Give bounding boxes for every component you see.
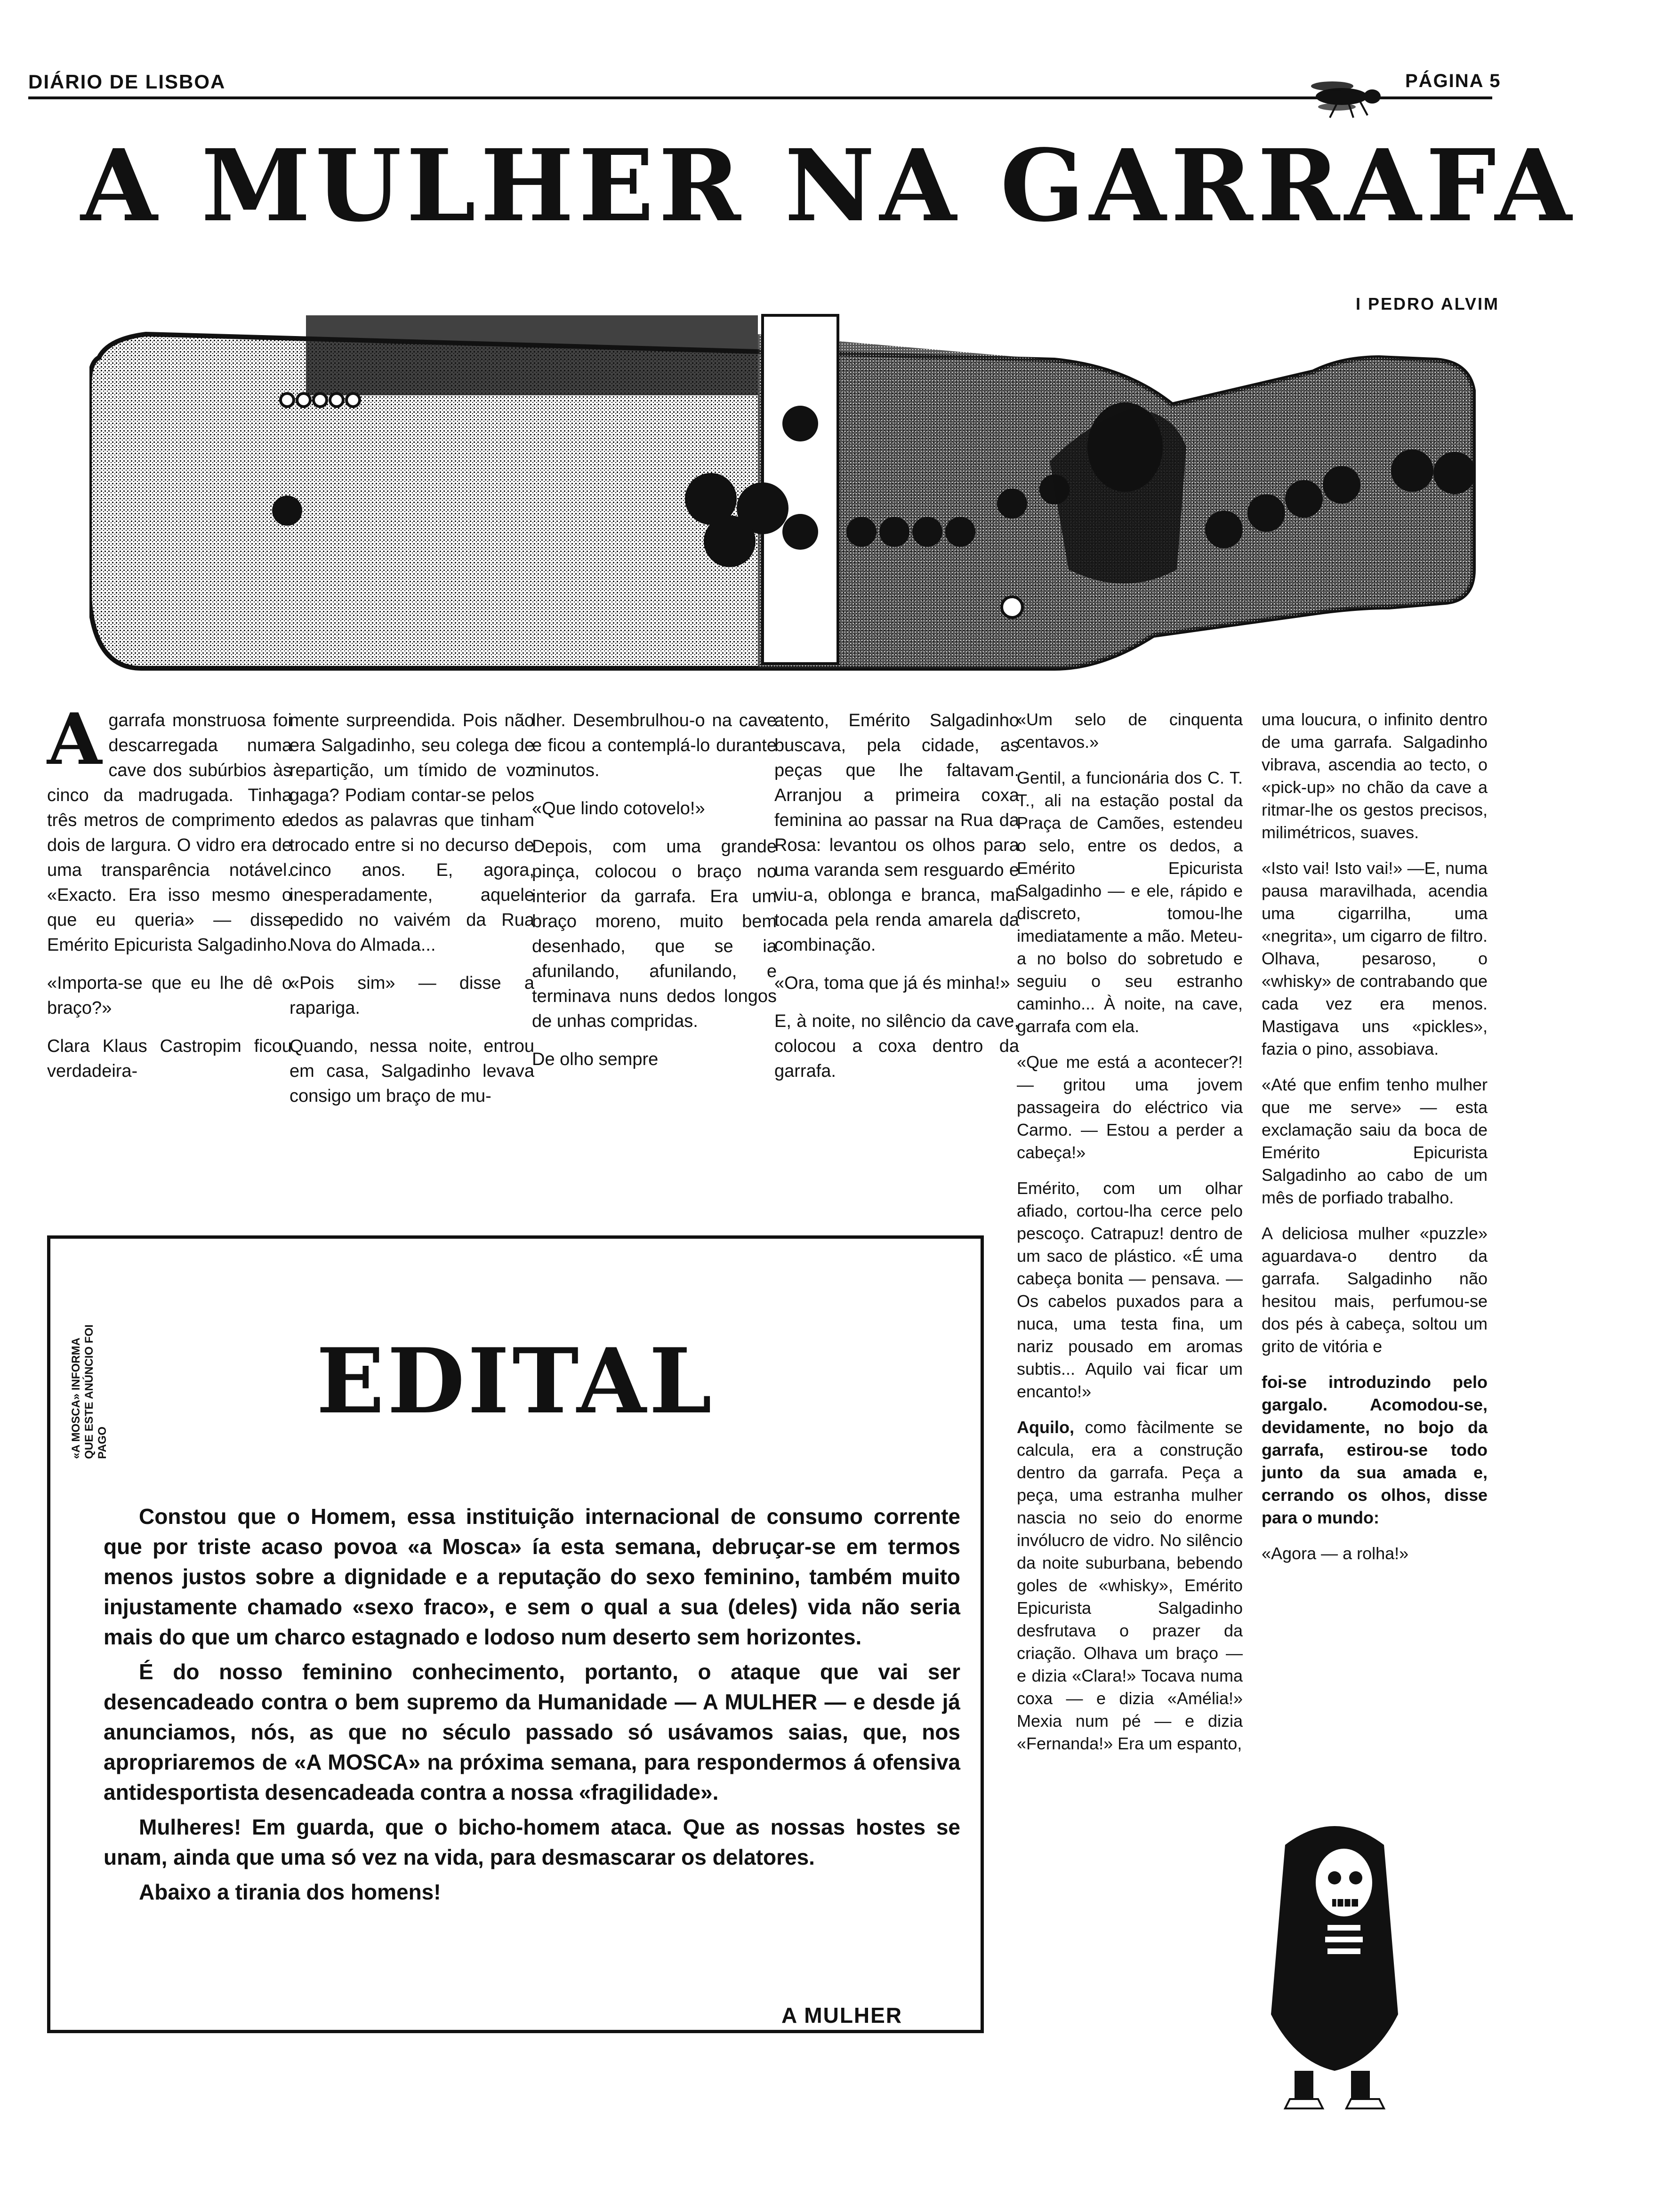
paragraph: lher. Desembrulhou-o na cave e ficou a contemplá-lo durante minutos.: [532, 711, 777, 780]
paragraph-lead: Aquilo,: [1017, 1418, 1074, 1437]
bottle-illustration: [89, 306, 1483, 673]
newspaper-name: DIÁRIO DE LISBOA: [28, 71, 226, 93]
paragraph: Depois, com uma grande pinça, colocou o braço no interior da garrafa. Era um braço moreno, muito bem desenhado, que se ia afunilando, afunilando, e terminava nuns dedos longos de unhas compridas.: [532, 837, 777, 1031]
paragraph: Constou que o Homem, essa instituição internacional de consumo corrente que por triste acaso povoa «a Mosca» ía esta semana, debruçar-se em termos menos justos sobre a dignidade e a reputação do sexo feminino, também muito injustamente chamado «sexo fraco», e sem o qual a sua (deles) vida não seria mais do que um charco estagnado e lodoso num deserto sem horizontes.: [104, 1504, 960, 1649]
paragraph: «Agora — a rolha!»: [1262, 1544, 1409, 1563]
paragraph: É do nosso feminino conhecimento, portanto, o ataque que vai ser desencadeado contra o bem supremo da Humanidade — A MULHER — e desde já anunciamos, nós, as que no século passado só usávamos saias, que, nos apropriaremos de «A MOSCA» na próxima semana, para respondermos á ofensiva antidesportista desencadeada contra a nossa «fragilidade».: [104, 1659, 960, 1804]
paragraph: Mulheres! Em guarda, que o bicho-homem ataca. Que as nossas hostes se unam, ainda que uma só vez na vida, para desmascarar os delatores.: [104, 1815, 960, 1869]
article-column-4: [774, 708, 1019, 1097]
skeleton-illustration: [1257, 1817, 1412, 2118]
article-author: I PEDRO ALVIM: [1356, 294, 1500, 313]
paragraph: «Isto vai! Isto vai!» —E, numa pausa maravilhada, acendia uma cigarrilha, uma «negrita», um cigarro de filtro. Olhava, pesaroso, o «whisky» de contrabando que cada vez era menos. Mastigava uns «pickles», fazia o pino, assobiava.: [1262, 858, 1488, 1058]
paragraph: foi-se introduzindo pelo gargalo. Acomodou-se, devidamente, no bojo da garrafa, estirou-se todo junto da sua amada e, cerrando os olhos, disse para o mundo:: [1262, 1372, 1488, 1527]
article-column-6: [1262, 708, 1488, 1578]
paragraph: «Que lindo cotovelo!»: [532, 799, 705, 818]
paragraph: E, à noite, no silêncio da cave, colocou a coxa dentro da garrafa.: [774, 1011, 1019, 1081]
article-column-1: [47, 698, 292, 1097]
paragraph: Abaixo a tirania dos homens!: [139, 1880, 441, 1904]
paragraph: Clara Klaus Castropim ficou verdadeira-: [47, 1036, 292, 1081]
paragraph: uma loucura, o infinito dentro de uma garrafa. Salgadinho vibrava, ascendia ao tecto, o «pick-up» no chão da cave a ritmar-lhe os gestos precisos, milimétricos, suaves.: [1262, 710, 1488, 842]
paragraph: «Que me está a acontecer?! — gritou uma jovem passageira do eléctrico via Carmo. — Estou a perder a cabeça!»: [1017, 1052, 1243, 1162]
paragraph: «Importa-se que eu lhe dê o braço?»: [47, 973, 292, 1018]
article-column-5: [1017, 708, 1243, 1768]
paragraph: como fàcilmente se calcula, era a construção dentro da garrafa. Peça a peça, uma estranha mulher nascia no seio do enorme invólucro de vidro. No silêncio da noite suburbana, bebendo goles de «whisky», Emérito Epicurista Salgadinho desfrutava o prazer da criação. Olhava um braço — e dizia «Clara!» Tocava numa coxa — e dizia «Amélia!» Mexia num pé — e dizia «Fernanda!» Era um espanto,: [1017, 1418, 1243, 1753]
paragraph: «Um selo de cinquenta centavos.»: [1017, 710, 1243, 752]
payment-note: «A MOSCA» INFORMA QUE ESTE ANÚNCIO FOI PAGO: [70, 1324, 109, 1459]
paragraph: Emérito, com um olhar afiado, cortou-lha cerce pelo pescoço. Catrapuz! dentro de um saco de plástico. «É uma cabeça bonita — pensava. — Os cabelos puxados para a nuca, uma testa fina, um nariz pousado em aromas subtis... Aquilo vai ficar um encanto!»: [1017, 1178, 1243, 1401]
page-number: PÁGINA 5: [1405, 71, 1501, 91]
paragraph: Quando, nessa noite, entrou em casa, Salgadinho levava consigo um braço de mu-: [290, 1036, 534, 1106]
paragraph: «Pois sim» — disse a rapariga.: [290, 973, 534, 1018]
drop-cap: A: [47, 698, 102, 781]
edital-body: [104, 1501, 960, 1912]
edital-title: EDITAL: [316, 1329, 715, 1434]
paragraph: «Ora, toma que já és minha!»: [774, 973, 1010, 993]
paragraph: «Até que enfim tenho mulher que me serve» — esta exclamação saiu da boca de Emérito Epicurista Salgadinho ao cabo de um mês de porfiado trabalho.: [1262, 1075, 1488, 1207]
header-rule: [28, 96, 1492, 99]
paragraph: mente surpreendida. Pois não era Salgadinho, seu colega de repartição, um tímido de voz gaga? Podiam contar-se pelos dedos as palavras que tinham trocado entre si no decurso de cinco anos. E, agora, inesperadamente, aquele pedido no vaivém da Rua Nova do Almada...: [290, 711, 534, 955]
paragraph: A deliciosa mulher «puzzle» aguardava-o dentro da garrafa. Salgadinho não hesitou mais, perfumou-se dos pés à cabeça, soltou um grito de vitória e: [1262, 1224, 1488, 1356]
paragraph: garrafa monstruosa foi descarregada numa cave dos subúrbios às cinco da madrugada. Tinha três metros de comprimento e dois de largura. O vidro era de uma transparência notável. «Exacto. Era isso mesmo o que eu queria» — disse Emérito Epicurista Salgadinho.: [47, 711, 292, 955]
paragraph: De olho sempre: [532, 1050, 659, 1069]
paragraph: Gentil, a funcionária dos C. T. T., ali na estação postal da Praça de Camões, estendeu o selo, entre os dedos, a Emérito Epicurista Salgadinho — e ele, rápido e discreto, tomou-lhe imediatamente a mão. Meteu-a no bolso do sobretudo e seguiu o seu estranho caminho... À noite, na cave, garrafa com ela.: [1017, 768, 1243, 1036]
article-column-2: [290, 708, 534, 1122]
article-column-3: [532, 708, 777, 1085]
article-title: A MULHER NA GARRAFA: [80, 128, 1577, 244]
paragraph: atento, Emérito Salgadinho buscava, pela cidade, as peças que lhe faltavam. Arranjou a primeira coxa feminina ao passar na Rua da Rosa: levantou os olhos para uma varanda sem resguardo e viu-a, oblonga e branca, mal tocada pela renda amarela da combinação.: [774, 711, 1019, 955]
edital-signature: A MULHER: [781, 2003, 903, 2028]
